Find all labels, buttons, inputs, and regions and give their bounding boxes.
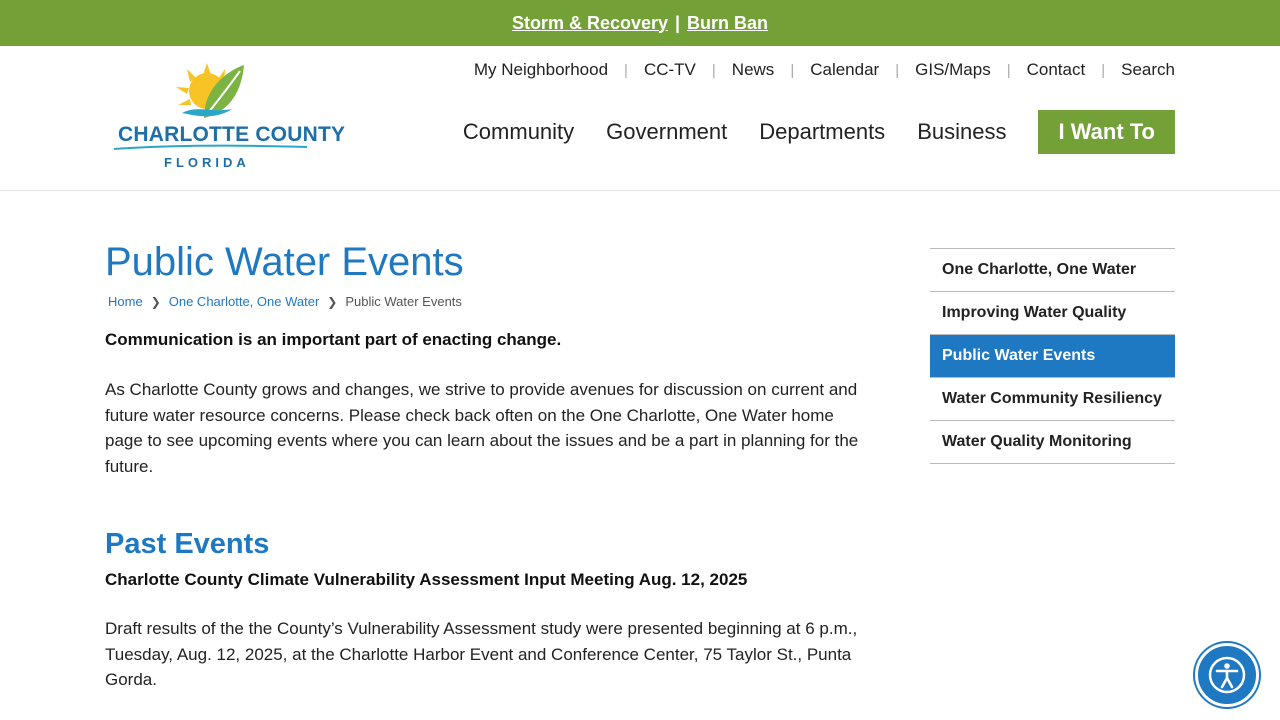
county-logo[interactable]: [112, 63, 346, 173]
util-search[interactable]: Search: [1121, 60, 1175, 79]
sidebar-item-water-quality-monitoring[interactable]: Water Quality Monitoring: [930, 421, 1175, 464]
breadcrumb: [108, 294, 865, 309]
chevron-right-icon: ❯: [327, 294, 338, 309]
page-title: Public Water Events: [105, 240, 464, 284]
util-divider: |: [790, 61, 795, 79]
storm-recovery-link[interactable]: Storm & Recovery: [511, 12, 668, 33]
nav-departments[interactable]: Departments: [759, 119, 886, 144]
site-header: [0, 46, 1280, 191]
util-divider: |: [1006, 61, 1011, 79]
util-divider: |: [624, 61, 628, 79]
nav-community[interactable]: Community: [462, 119, 575, 144]
burn-ban-link[interactable]: Burn Ban: [687, 12, 769, 33]
sidebar-item-water-community-resiliency[interactable]: Water Community Resiliency: [930, 378, 1175, 421]
event-description: Draft results of the the County’s Vulnerability Assessment study were presented beginning at 6 p.m., Tuesday, Aug. 12, 2025, at the Charlotte Harbor Event and Conference Center, 75 Taylor St., Punta Gorda.: [105, 619, 858, 689]
util-divider: |: [711, 61, 716, 79]
breadcrumb-home[interactable]: Home: [108, 294, 143, 309]
nav-government[interactable]: Government: [606, 119, 728, 144]
alert-separator: |: [675, 12, 681, 33]
breadcrumb-one-water[interactable]: One Charlotte, One Water: [168, 294, 320, 309]
logo-text-county: CHARLOTTE COUNTY: [118, 123, 346, 146]
sidebar-item-improving-water-quality[interactable]: Improving Water Quality: [930, 292, 1175, 335]
main-content: [105, 238, 865, 693]
nav-business[interactable]: Business: [917, 119, 1007, 144]
chevron-right-icon: ❯: [150, 294, 161, 309]
util-calendar[interactable]: Calendar: [810, 60, 880, 79]
util-news[interactable]: News: [731, 60, 775, 79]
i-want-to-button[interactable]: I Want To: [1038, 110, 1175, 154]
util-my-neighborhood[interactable]: My Neighborhood: [473, 60, 609, 79]
breadcrumb-current: Public Water Events: [345, 294, 462, 309]
utility-nav: [474, 60, 1175, 80]
alert-bar: [0, 0, 1280, 46]
logo-text-state: FLORIDA: [164, 155, 250, 170]
past-events-heading: Past Events: [105, 528, 270, 560]
accessibility-button[interactable]: [1195, 643, 1259, 707]
util-contact[interactable]: Contact: [1026, 60, 1086, 79]
event-title: Charlotte County Climate Vulnerability Assessment Input Meeting Aug. 12, 2025: [105, 570, 748, 589]
util-cc-tv[interactable]: CC-TV: [643, 60, 696, 79]
accessibility-icon: [1207, 655, 1247, 695]
util-gis-maps[interactable]: GIS/Maps: [915, 60, 991, 79]
sidebar-item-one-water[interactable]: One Charlotte, One Water: [930, 249, 1175, 292]
sidebar-item-public-water-events[interactable]: Public Water Events: [930, 335, 1175, 378]
main-nav: [431, 110, 1175, 154]
util-divider: |: [1101, 61, 1106, 79]
intro-paragraph: As Charlotte County grows and changes, we strive to provide avenues for discussion on current and future water resource concerns. Please check back often on the One Charlotte, One Water home page to see upcoming events where you can learn about the issues and be a part in planning for the future.: [105, 380, 859, 476]
util-divider: |: [895, 61, 900, 79]
lead-text: Communication is an important part of enacting change.: [105, 330, 562, 349]
sidebar-nav: [930, 248, 1175, 464]
